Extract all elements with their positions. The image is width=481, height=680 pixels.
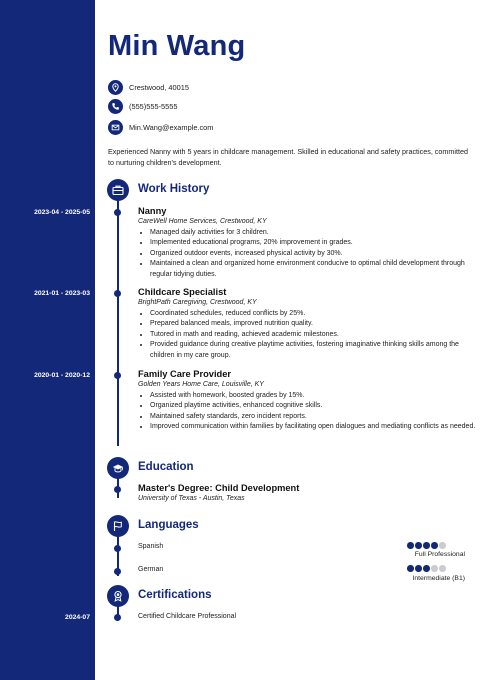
language-2-marker xyxy=(114,568,121,575)
job-2-title: Childcare Specialist xyxy=(138,287,227,297)
list-item: • Organized outdoor events, increased physical activity by 30%. xyxy=(150,249,480,259)
sidebar xyxy=(0,0,95,680)
job-2-marker xyxy=(114,290,121,297)
contact-email xyxy=(108,119,213,135)
language-1-level: Full Professional xyxy=(414,551,465,558)
certification-1-marker xyxy=(114,614,121,621)
certification-1-name: Certified Childcare Professional xyxy=(138,613,237,620)
list-item: • Coordinated schedules, reduced conflicts by 25%. xyxy=(150,309,480,319)
school-name: University of Texas - Austin, Texas xyxy=(138,495,245,502)
rating-dot-empty xyxy=(439,565,446,572)
work-history-heading: Work History xyxy=(138,183,210,195)
job-3-bullets xyxy=(138,391,480,433)
language-2-level: Intermediate (B1) xyxy=(412,575,465,582)
job-2-bullets xyxy=(138,309,480,361)
professional-summary: Experienced Nanny with 5 years in childcare management. Skilled in educational and safety practices, committed to nurturing children's development. xyxy=(108,147,468,167)
contact-location xyxy=(108,79,189,95)
flag-icon xyxy=(107,515,129,537)
graduation-cap-icon xyxy=(107,457,129,479)
list-item: • Improved communication within families by facilitating open dialogues and mediating conflicts as needed. xyxy=(150,422,480,432)
education-marker xyxy=(114,486,121,493)
rating-dot-filled xyxy=(423,542,430,549)
languages-heading: Languages xyxy=(138,519,199,531)
language-2-rating xyxy=(407,565,446,572)
job-3-company: Golden Years Home Care, Louisville, KY xyxy=(138,381,264,388)
job-1-dates: 2023-04 - 2025-05 xyxy=(34,209,90,216)
language-1-name: Spanish xyxy=(138,543,164,550)
list-item: • Provided guidance during creative playtime activities, fostering imaginative thinking skills among the children in my care group. xyxy=(150,340,480,361)
rating-dot-filled xyxy=(423,565,430,572)
location-text: Crestwood, 40015 xyxy=(129,82,189,92)
contact-phone xyxy=(108,98,178,114)
phone-icon xyxy=(108,99,123,114)
job-3-dates: 2020-01 - 2020-12 xyxy=(34,372,90,379)
rating-dot-filled xyxy=(407,565,414,572)
list-item: • Maintained a clean and organized home environment conducive to optimal child development through regular tidying duties. xyxy=(150,259,480,280)
language-1-marker xyxy=(114,545,121,552)
list-item: • Maintained safety standards, zero incident reports. xyxy=(150,412,480,422)
map-pin-icon xyxy=(108,80,123,95)
degree-title: Master's Degree: Child Development xyxy=(138,483,300,493)
job-2-company: BrightPath Caregiving, Crestwood, KY xyxy=(138,299,257,306)
job-1-bullets xyxy=(138,228,480,280)
certifications-heading: Certifications xyxy=(138,589,212,601)
rating-dot-empty xyxy=(439,542,446,549)
list-item: • Tutored in math and reading, achieved academic milestones. xyxy=(150,330,480,340)
work-timeline xyxy=(117,190,119,446)
email-text[interactable]: Min.Wang@example.com xyxy=(129,122,214,132)
briefcase-icon xyxy=(107,179,129,201)
language-1-rating xyxy=(407,542,446,549)
rating-dot-filled xyxy=(415,565,422,572)
list-item: • Assisted with homework, boosted grades by 15%. xyxy=(150,391,480,401)
rating-dot-empty xyxy=(431,565,438,572)
job-1-title: Nanny xyxy=(138,206,167,216)
job-3-marker xyxy=(114,372,121,379)
job-3-title: Family Care Provider xyxy=(138,369,232,379)
language-2-name: German xyxy=(138,566,164,573)
job-1-company: CareWell Home Services, Crestwood, KY xyxy=(138,218,267,225)
rating-dot-filled xyxy=(415,542,422,549)
rating-dot-filled xyxy=(407,542,414,549)
list-item: • Managed daily activities for 3 children. xyxy=(150,228,480,238)
phone-text: (555)555-5555 xyxy=(129,101,178,111)
job-2-dates: 2021-01 - 2023-03 xyxy=(34,290,90,297)
job-1-marker xyxy=(114,209,121,216)
award-ribbon-icon xyxy=(107,585,129,607)
rating-dot-filled xyxy=(431,542,438,549)
list-item: • Implemented educational programs, 20% improvement in grades. xyxy=(150,238,480,248)
education-heading: Education xyxy=(138,461,194,473)
candidate-name: Min Wang xyxy=(108,30,246,62)
list-item: • Prepared balanced meals, improved nutrition quality. xyxy=(150,319,480,329)
list-item: • Organized playtime activities, enhanced cognitive skills. xyxy=(150,401,480,411)
certification-1-date: 2024-07 xyxy=(65,614,90,621)
envelope-icon xyxy=(108,120,123,135)
